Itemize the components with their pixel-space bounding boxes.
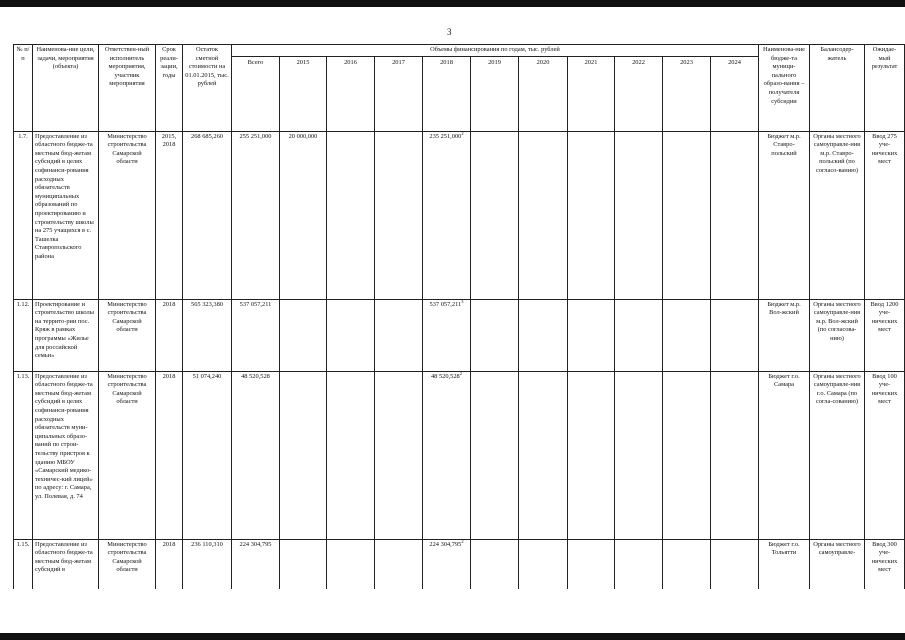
row-2017 xyxy=(375,539,423,589)
row-2015 xyxy=(280,371,327,539)
header-year-2016: 2016 xyxy=(327,56,375,131)
footnote-mark: 3 xyxy=(461,299,464,304)
row-2018-value: 48 520,528 xyxy=(430,372,460,380)
row-2024 xyxy=(711,371,759,539)
header-result: Ожидае-мый результат xyxy=(865,45,905,132)
header-year-2024: 2024 xyxy=(711,56,759,131)
row-2018 xyxy=(423,371,471,539)
row-responsible: Министерство строительства Самарской области xyxy=(99,131,156,299)
header-year-2021: 2021 xyxy=(568,56,615,131)
row-2016 xyxy=(327,299,375,371)
row-2022 xyxy=(615,371,663,539)
row-2022 xyxy=(615,539,663,589)
row-name: Предоставление из областного бюдже-та местным бюд-жетам субсидий в целях софинанси-рования расходных обязательств муни-ципальных образо-ваний по строи-тельству пристроя к зданию МБОУ «Самарский медико-техничес-кий лицей» по адресу: г. Самара, ул. Полевая, д. 74 xyxy=(33,371,99,539)
row-2016 xyxy=(327,539,375,589)
row-result: Ввод 100 уче-нических мест xyxy=(865,371,905,539)
row-name: Проектирование и строительство школы на террито-рии пос. Кряж в рамках программы «Жилье для российской семьи» xyxy=(33,299,99,371)
row-term: 2018 xyxy=(156,539,183,589)
financing-table xyxy=(13,44,905,589)
row-2024 xyxy=(711,131,759,299)
footnote-mark: 2 xyxy=(459,371,462,376)
header-year-2023: 2023 xyxy=(663,56,711,131)
footnote-mark: 2 xyxy=(461,131,464,136)
row-2023 xyxy=(663,539,711,589)
row-holder: Органы местного самоуправле-ния м.р. Вол-жский (по согласова-нию) xyxy=(810,299,865,371)
row-num: 1.13. xyxy=(14,371,33,539)
row-2017 xyxy=(375,371,423,539)
top-scan-border xyxy=(0,0,905,7)
row-2015: 20 000,000 xyxy=(280,131,327,299)
row-2023 xyxy=(663,131,711,299)
row-responsible: Министерство строительства Самарской области xyxy=(99,539,156,589)
header-recipient: Наименова-ние бюдже-та муници-пального образо-вания – получателя субсидии xyxy=(759,45,810,132)
row-2017 xyxy=(375,299,423,371)
row-holder: Органы местного самоуправле- xyxy=(810,539,865,589)
row-total: 255 251,000 xyxy=(232,131,280,299)
row-total: 537 057,211 xyxy=(232,299,280,371)
row-balance: 268 685,260 xyxy=(183,131,232,299)
row-2023 xyxy=(663,299,711,371)
row-2021 xyxy=(568,299,615,371)
row-2015 xyxy=(280,539,327,589)
row-num: 1.15. xyxy=(14,539,33,589)
row-balance: 51 074,240 xyxy=(183,371,232,539)
row-2021 xyxy=(568,539,615,589)
row-holder: Органы местного самоуправле-ния г.о. Самара (по согла-сованию) xyxy=(810,371,865,539)
header-responsible: Ответствен-ный исполнитель мероприятия, участник мероприятия xyxy=(99,45,156,132)
row-2019 xyxy=(471,299,519,371)
row-num: 1.12. xyxy=(14,299,33,371)
row-total: 48 520,528 xyxy=(232,371,280,539)
row-2018 xyxy=(423,299,471,371)
row-2017 xyxy=(375,131,423,299)
row-2020 xyxy=(519,371,568,539)
page-number: 3 xyxy=(447,27,452,37)
row-2022 xyxy=(615,131,663,299)
row-balance: 236 110,310 xyxy=(183,539,232,589)
row-recipient: Бюджет м.р. Ставро-польский xyxy=(759,131,810,299)
table-row xyxy=(14,539,905,589)
header-year-2017: 2017 xyxy=(375,56,423,131)
row-2021 xyxy=(568,371,615,539)
row-num: 1.7. xyxy=(14,131,33,299)
row-total: 224 304,795 xyxy=(232,539,280,589)
row-2018 xyxy=(423,539,471,589)
header-balance: Остаток сметной стоимости на 01.01.2015, тыс. рублей xyxy=(183,45,232,132)
header-year-2022: 2022 xyxy=(615,56,663,131)
row-2021 xyxy=(568,131,615,299)
table-row xyxy=(14,371,905,539)
row-2023 xyxy=(663,371,711,539)
header-year-2018: 2018 xyxy=(423,56,471,131)
row-2019 xyxy=(471,131,519,299)
row-2020 xyxy=(519,131,568,299)
row-recipient: Бюджет м.р. Вол-жский xyxy=(759,299,810,371)
bottom-scan-border xyxy=(0,633,905,640)
row-result: Ввод 300 уче-нических мест xyxy=(865,539,905,589)
row-2018-value: 235 251,000 xyxy=(429,132,462,140)
row-2018-value: 224 304,795 xyxy=(429,540,462,548)
row-name: Предоставление из областного бюдже-та местным бюд-жетам субсидий в целях софинанси-рования расходных обязательств муниципальных образований по проектированию и строительству школы на 275 учащихся в с. Ташелка Ставропольского района xyxy=(33,131,99,299)
row-2019 xyxy=(471,371,519,539)
row-2024 xyxy=(711,539,759,589)
row-2018-value: 537 057,211 xyxy=(429,300,462,308)
row-2016 xyxy=(327,131,375,299)
row-2019 xyxy=(471,539,519,589)
row-name: Предоставление из областного бюдже-та местным бюд-жетам субсидий в xyxy=(33,539,99,589)
row-recipient: Бюджет г.о. Тольятти xyxy=(759,539,810,589)
header-holder: Балансодер-жатель xyxy=(810,45,865,132)
row-2018 xyxy=(423,131,471,299)
row-balance: 565 323,380 xyxy=(183,299,232,371)
row-responsible: Министерство строительства Самарской области xyxy=(99,371,156,539)
row-result: Ввод 1200 уче-нических мест xyxy=(865,299,905,371)
header-year-2019: 2019 xyxy=(471,56,519,131)
header-total: Всего xyxy=(232,56,280,131)
table-row xyxy=(14,299,905,371)
header-row-1 xyxy=(14,45,905,57)
header-year-2020: 2020 xyxy=(519,56,568,131)
footnote-mark: 2 xyxy=(461,539,464,544)
table-row xyxy=(14,131,905,299)
row-holder: Органы местного самоуправле-ния м.р. Ставро-польский (по согласо-ванию) xyxy=(810,131,865,299)
row-2022 xyxy=(615,299,663,371)
row-term: 2015, 2018 xyxy=(156,131,183,299)
header-name: Наименова-ние цели, задачи, мероприятия (объекта) xyxy=(33,45,99,132)
row-recipient: Бюджет г.о. Самара xyxy=(759,371,810,539)
header-funding-group: Объемы финансирования по годам, тыс. рублей xyxy=(232,45,759,57)
row-2024 xyxy=(711,299,759,371)
row-term: 2018 xyxy=(156,371,183,539)
row-2016 xyxy=(327,371,375,539)
row-result: Ввод 275 уче-нических мест xyxy=(865,131,905,299)
header-num: № п/п xyxy=(14,45,33,132)
row-2020 xyxy=(519,539,568,589)
row-responsible: Министерство строительства Самарской области xyxy=(99,299,156,371)
row-2015 xyxy=(280,299,327,371)
row-2020 xyxy=(519,299,568,371)
row-term: 2018 xyxy=(156,299,183,371)
header-term: Срок реали-зации, годы xyxy=(156,45,183,132)
header-year-2015: 2015 xyxy=(280,56,327,131)
